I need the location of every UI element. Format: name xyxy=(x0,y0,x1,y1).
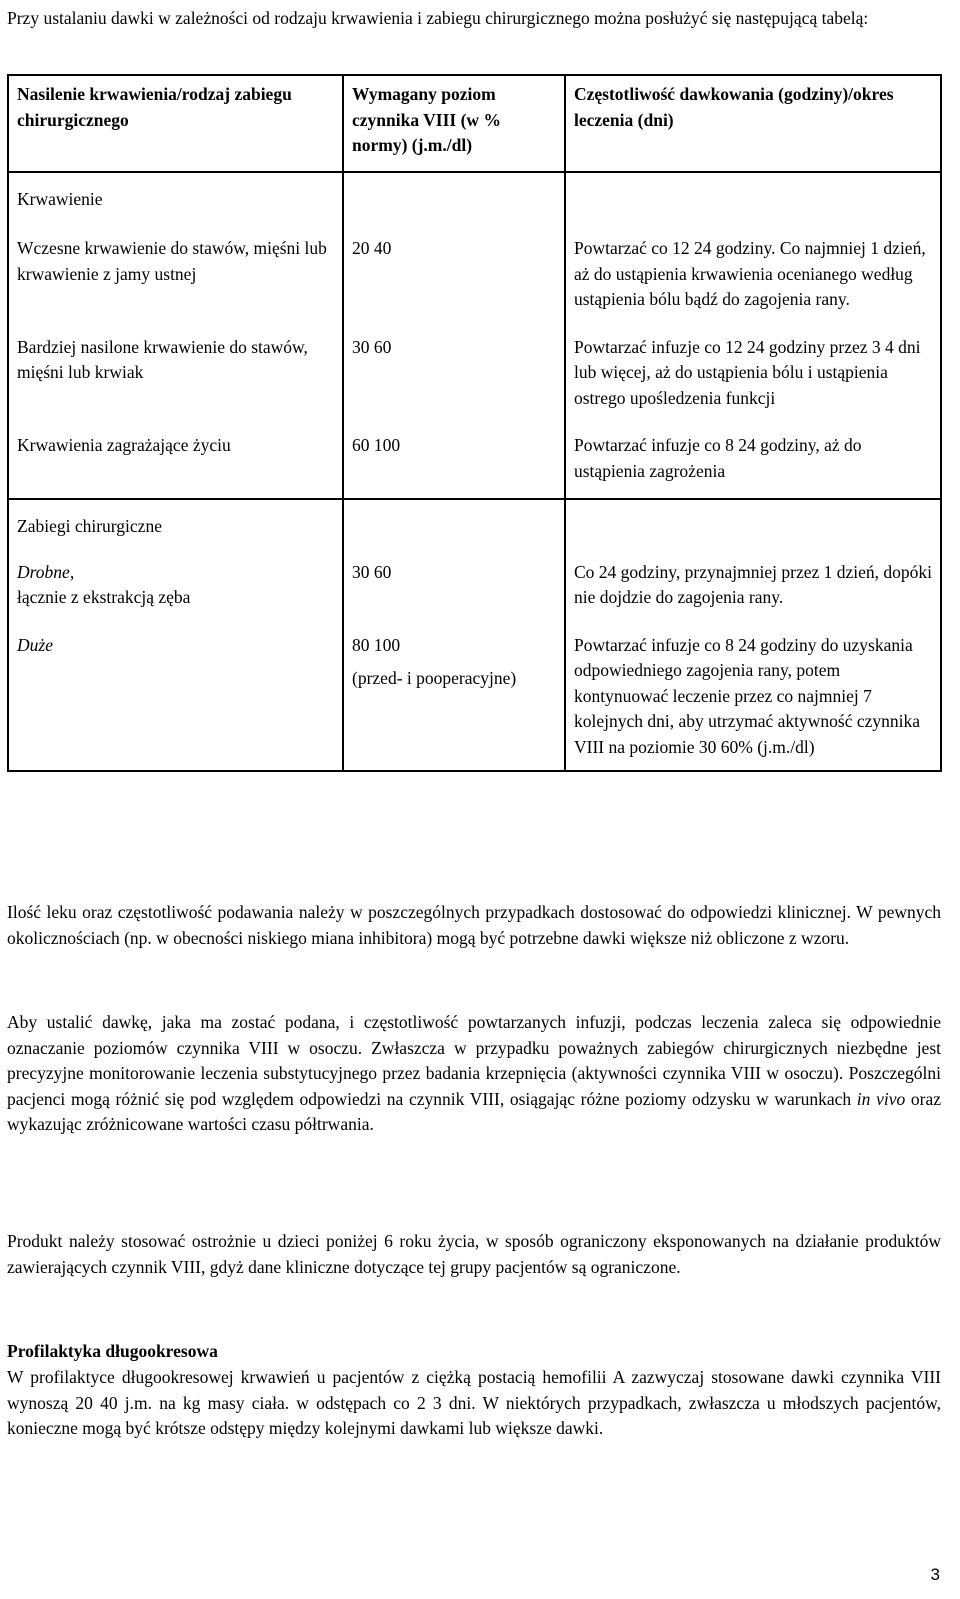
paragraph-dose-adjustment: Ilość leku oraz częstotliwość podawania należy w poszczególnych przypadkach dostosować do odpowiedzi klinicznej. W pewnych okolicznościach (np. w obecności niskiego miana inhibitora) mogą być potrzebne dawki większe niż obliczone z wzoru. xyxy=(7,902,941,948)
paragraph-children: Produkt należy stosować ostrożnie u dzieci poniżej 6 roku życia, w sposób ograniczony eksponowanych na działanie produktów zawierających czynnik VIII, gdyż dane kliniczne dotyczące tej grupy pacjentów są ograniczone. xyxy=(7,1231,941,1277)
bleeding-type-cell: Bardziej nasilone krwawienie do stawów, mięśni lub krwiak xyxy=(8,313,343,412)
document-page xyxy=(7,0,942,1438)
section-title-surgery: Zabiegi chirurgiczne xyxy=(8,499,343,554)
paragraph-monitoring-b: oraz wykazując zróżnicowane wartości czasu półtrwania. xyxy=(7,1088,942,1134)
page-number: 3 xyxy=(930,1565,940,1584)
table-row xyxy=(8,226,941,313)
paragraph-monitoring-a: Aby ustalić dawkę, jaka ma zostać podana, i częstotliwość powtarzanych infuzji, podczas leczenia zaleca się odpowiednie oznaczanie poziomów czynnika VIII w osoczu. Zwłaszcza w przypadku poważnych zabiegów chirurgicznych niezbędne jest precyzyjne monitorowanie leczenia substytucyjnego przez badania krzepnięcia (aktywności czynnika VIII w osoczu). Poszczególni pacjenci mogą różnić się pod względem odpowiedzi na czynnik VIII, osiągając różne poziomy odzysku w warunkach xyxy=(7,1012,941,1109)
surgery-type-cell xyxy=(8,554,343,611)
section-row-bleeding xyxy=(8,172,941,227)
required-level-cell: 60 100 xyxy=(343,411,565,499)
surgery-type-cell xyxy=(8,611,343,772)
frequency-cell: Powtarzać infuzje co 8 24 godziny do uzyskania odpowiedniego zagojenia rany, potem kontynuować leczenie przez co najmniej 7 kolejnych dni, aby utrzymać aktywność czynnika VIII na poziomie 30 60% (j.m./dl) xyxy=(565,611,941,772)
paragraph-monitoring xyxy=(7,1010,941,1138)
paragraph-prophylaxis: W profilaktyce długookresowej krwawień u pacjentów z ciężką postacią hemofilii A zazwyczaj stosowane dawki czynnika VIII wynoszą 20 40 j.m. na kg masy ciała. w odstępach co 2 3 dni. W niektórych przypadkach, zwłaszcza u młodszych pacjentów, konieczne mogą być krótsze odstępy między kolejnymi dawkami lub większe dawki. xyxy=(7,1367,941,1438)
required-level-cell: 30 60 xyxy=(343,313,565,412)
required-level-cell: 20 40 xyxy=(343,226,565,313)
bleeding-type-cell: Wczesne krwawienie do stawów, mięśni lub krwawienie z jamy ustnej xyxy=(8,226,343,313)
table-row xyxy=(8,411,941,499)
frequency-cell: Co 24 godziny, przynajmniej przez 1 dzień, dopóki nie dojdzie do zagojenia rany. xyxy=(565,554,941,611)
heading-prophylaxis: Profilaktyka długookresowa xyxy=(7,1341,218,1361)
frequency-cell: Powtarzać co 12 24 godziny. Co najmniej 1 dzień, aż do ustąpienia krwawienia ocenianego według ustąpienia bólu bądź do zagojenia rany. xyxy=(565,226,941,313)
section-row-surgery xyxy=(8,499,941,554)
surgery-type-rest: łącznie z ekstrakcją zęba xyxy=(17,587,191,607)
dosage-table xyxy=(7,74,942,772)
header-required-level: Wymagany poziom czynnika VIII (w % normy) (j.m./dl) xyxy=(343,75,565,172)
surgery-type-italic: Duże xyxy=(17,634,53,655)
header-bleeding-type: Nasilenie krwawienia/rodzaj zabiegu chirurgicznego xyxy=(8,75,343,172)
intro-paragraph: Przy ustalaniu dawki w zależności od rodzaju krwawienia i zabiegu chirurgicznego można posłużyć się następującą tabelą: xyxy=(7,8,869,28)
bleeding-type-cell: Krwawienia zagrażające życiu xyxy=(8,411,343,499)
frequency-cell: Powtarzać infuzje co 8 24 godziny, aż do ustąpienia zagrożenia xyxy=(565,411,941,499)
table-row xyxy=(8,313,941,412)
section-title-bleeding: Krwawienie xyxy=(8,172,343,227)
table-header-row xyxy=(8,75,941,172)
required-level-value: 80 100 xyxy=(352,634,401,655)
surgery-type-italic: Drobne, xyxy=(17,561,75,582)
paragraph-monitoring-italic: in vivo xyxy=(856,1088,906,1109)
frequency-cell: Powtarzać infuzje co 12 24 godziny przez 3 4 dni lub więcej, aż do ustąpienia bólu i ustąpienia ostrego upośledzenia funkcji xyxy=(565,313,941,412)
required-level-cell xyxy=(343,611,565,772)
header-dosing-frequency: Częstotliwość dawkowania (godziny)/okres leczenia (dni) xyxy=(565,75,941,172)
required-level-note: (przed- i pooperacyjne) xyxy=(352,668,517,688)
required-level-cell: 30 60 xyxy=(343,554,565,611)
table-row xyxy=(8,554,941,611)
table-row xyxy=(8,611,941,772)
